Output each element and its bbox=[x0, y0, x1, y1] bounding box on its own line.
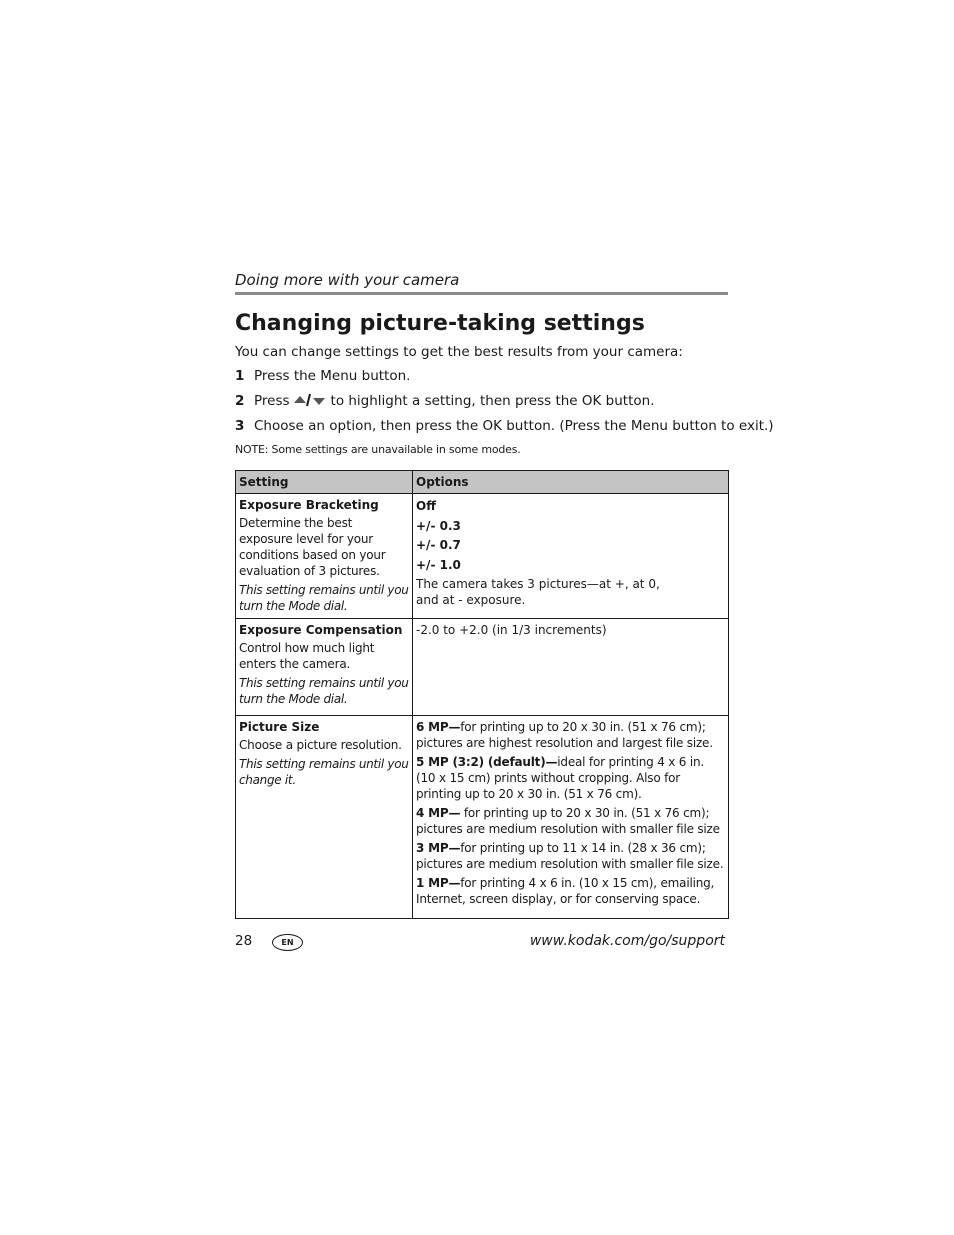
size-label: 4 MP— bbox=[416, 806, 461, 820]
step-number: 1 bbox=[235, 368, 245, 384]
setting-description: Choose a picture resolution. bbox=[239, 738, 402, 752]
setting-description: Determine the best exposure level for your conditions based on your evaluation of 3 pictures. bbox=[239, 516, 386, 578]
options-cell bbox=[413, 619, 729, 716]
step-2 bbox=[235, 392, 655, 410]
language-badge: EN bbox=[272, 934, 303, 951]
step-text-before: Press bbox=[254, 393, 290, 409]
picture-size-option bbox=[416, 840, 725, 872]
step-number: 3 bbox=[235, 418, 245, 434]
up-down-arrow-icon bbox=[293, 393, 327, 407]
step-text-after: to highlight a setting, then press the OK button. bbox=[330, 393, 655, 409]
picture-size-option bbox=[416, 719, 725, 751]
option-value: +/- 0.3 bbox=[416, 518, 461, 533]
size-label: 6 MP— bbox=[416, 720, 461, 734]
picture-size-option bbox=[416, 875, 725, 907]
column-header-options: Options bbox=[413, 471, 729, 494]
setting-note: This setting remains until you turn the Mode dial. bbox=[239, 676, 409, 706]
setting-name: Exposure Bracketing bbox=[239, 498, 379, 512]
size-label: 1 MP— bbox=[416, 876, 461, 890]
step-number: 2 bbox=[235, 393, 245, 409]
setting-cell bbox=[236, 619, 413, 716]
size-label: 5 MP (3:2) (default)— bbox=[416, 755, 558, 769]
options-cell bbox=[413, 716, 729, 919]
note-text: NOTE: Some settings are unavailable in some modes. bbox=[235, 443, 521, 456]
table-row bbox=[236, 716, 729, 919]
column-header-setting: Setting bbox=[236, 471, 413, 494]
options-cell bbox=[413, 494, 729, 619]
picture-size-option bbox=[416, 754, 725, 802]
size-text: ideal for printing 4 x 6 in. (10 x 15 cm) prints without cropping. Also for printing up to 20 x 30 in. (51 x 76 cm). bbox=[416, 755, 704, 801]
step-1 bbox=[235, 367, 410, 385]
size-text: for printing up to 20 x 30 in. (51 x 76 cm); pictures are highest resolution and largest file size. bbox=[416, 720, 713, 750]
setting-note: This setting remains until you change it. bbox=[239, 757, 409, 787]
step-text: Choose an option, then press the OK button. (Press the Menu button to exit.) bbox=[254, 418, 774, 434]
intro-text: You can change settings to get the best results from your camera: bbox=[235, 344, 683, 360]
option-value: Off bbox=[416, 499, 436, 513]
options-description: The camera takes 3 pictures—at +, at 0, and at - exposure. bbox=[416, 577, 660, 607]
page-number: 28 bbox=[235, 933, 253, 949]
size-label: 3 MP— bbox=[416, 841, 461, 855]
options-description: -2.0 to +2.0 (in 1/3 increments) bbox=[416, 623, 607, 637]
size-text: for printing 4 x 6 in. (10 x 15 cm), emailing, Internet, screen display, or for conserving space. bbox=[416, 876, 715, 906]
option-value: +/- 1.0 bbox=[416, 557, 461, 572]
size-text: for printing up to 11 x 14 in. (28 x 36 cm); pictures are medium resolution with smaller file size. bbox=[416, 841, 724, 871]
setting-cell bbox=[236, 494, 413, 619]
setting-name: Picture Size bbox=[239, 720, 320, 734]
table-header-row bbox=[236, 471, 729, 494]
setting-description: Control how much light enters the camera. bbox=[239, 641, 375, 671]
step-3 bbox=[235, 417, 774, 435]
picture-size-option bbox=[416, 805, 725, 837]
header-rule bbox=[235, 292, 728, 295]
section-header: Doing more with your camera bbox=[235, 271, 460, 289]
table-row bbox=[236, 619, 729, 716]
table-row bbox=[236, 494, 729, 619]
setting-name: Exposure Compensation bbox=[239, 623, 403, 637]
size-text: for printing up to 20 x 30 in. (51 x 76 cm); pictures are medium resolution with smaller file size bbox=[416, 806, 720, 836]
settings-table bbox=[235, 470, 729, 919]
step-text: Press the Menu button. bbox=[254, 368, 411, 384]
option-value: +/- 0.7 bbox=[416, 538, 461, 552]
support-url[interactable]: www.kodak.com/go/support bbox=[529, 933, 725, 949]
setting-note: This setting remains until you turn the Mode dial. bbox=[239, 583, 409, 613]
setting-cell bbox=[236, 716, 413, 919]
page-title: Changing picture-taking settings bbox=[235, 311, 645, 336]
